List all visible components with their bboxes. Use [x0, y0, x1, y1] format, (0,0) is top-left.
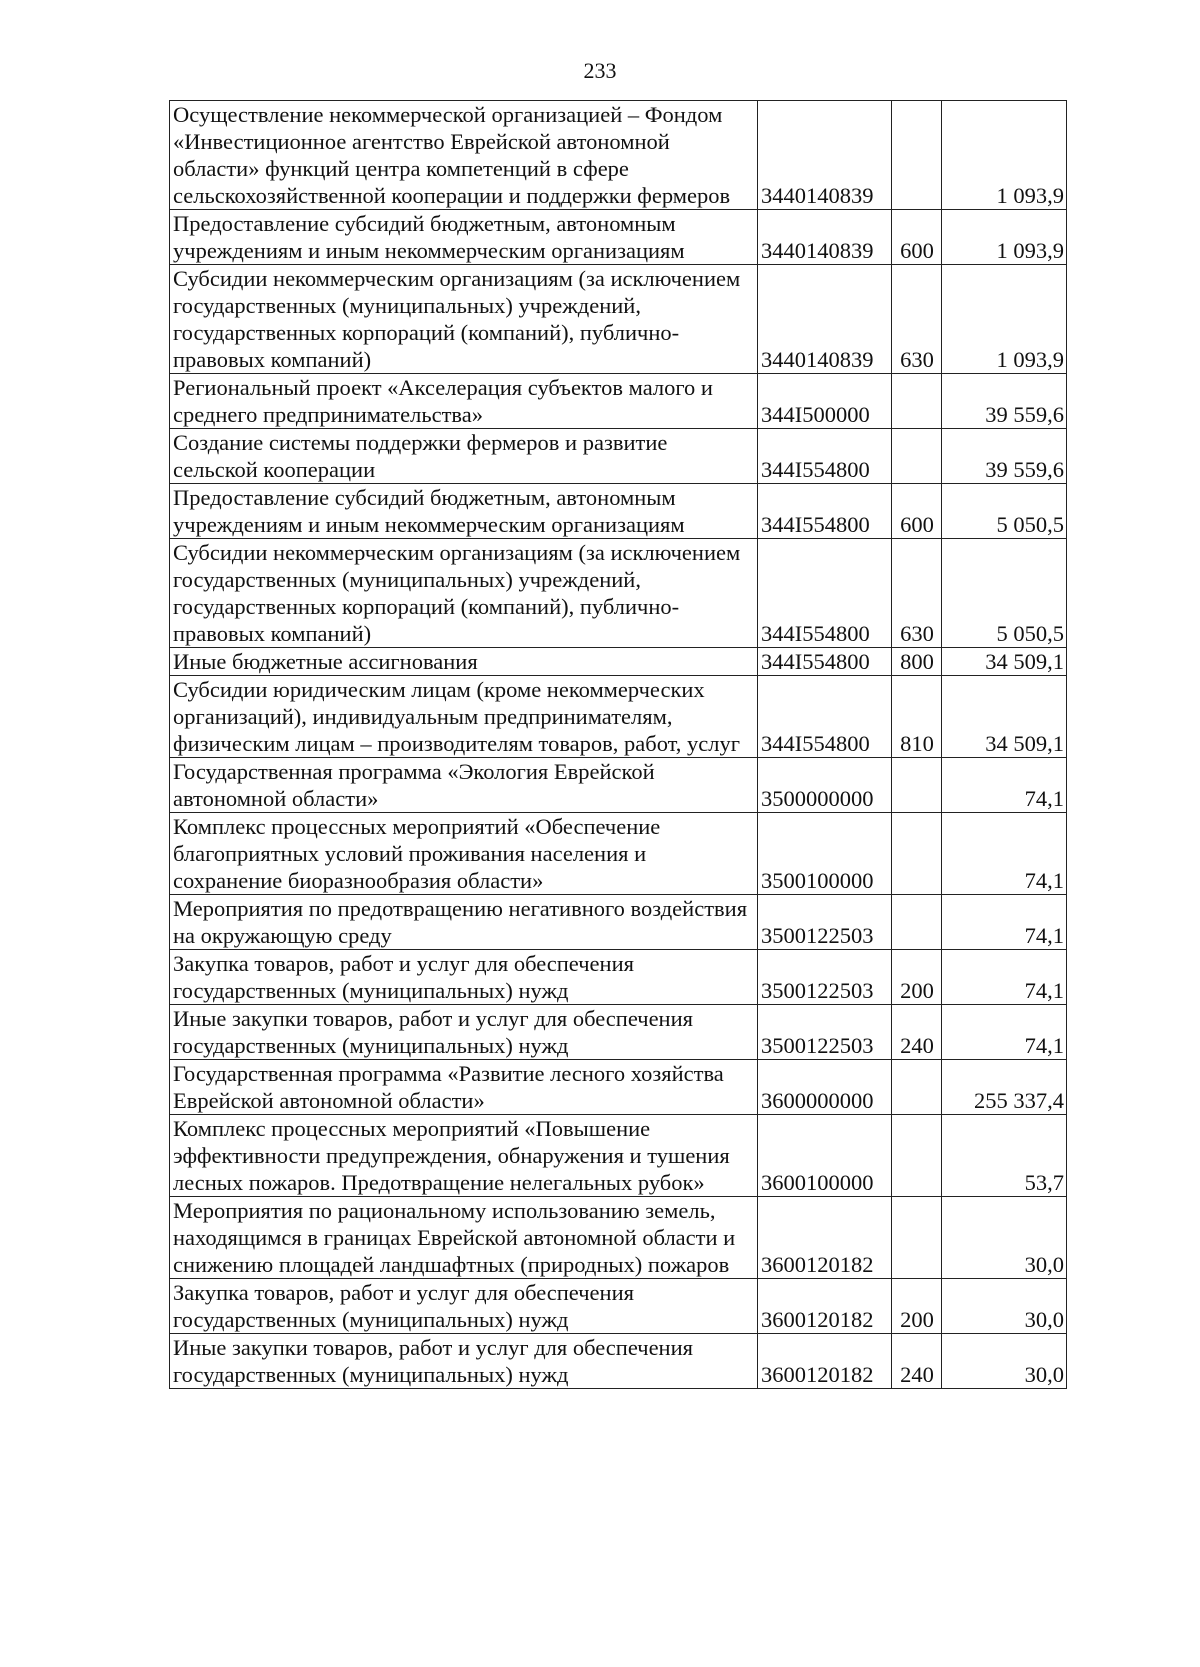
budget-table	[169, 100, 1067, 1389]
table-row	[170, 895, 1067, 950]
table-row	[170, 813, 1067, 895]
table-row	[170, 484, 1067, 539]
row-expense-type: 630	[892, 265, 942, 374]
table-row	[170, 539, 1067, 648]
row-code: 344I500000	[758, 374, 892, 429]
row-sum: 30,0	[942, 1334, 1067, 1389]
row-name: Закупка товаров, работ и услуг для обеспечения государственных (муниципальных) нужд	[170, 950, 758, 1005]
row-code: 344I554800	[758, 648, 892, 676]
row-expense-type: 800	[892, 648, 942, 676]
table-row	[170, 1060, 1067, 1115]
row-code: 3600100000	[758, 1115, 892, 1197]
row-sum: 255 337,4	[942, 1060, 1067, 1115]
row-expense-type	[892, 1197, 942, 1279]
row-code: 3600000000	[758, 1060, 892, 1115]
row-expense-type	[892, 101, 942, 210]
table-row	[170, 1334, 1067, 1389]
row-name: Предоставление субсидий бюджетным, автономным учреждениям и иным некоммерческим организациям	[170, 210, 758, 265]
table-row	[170, 758, 1067, 813]
table-row	[170, 1005, 1067, 1060]
row-code: 344I554800	[758, 484, 892, 539]
row-sum: 34 509,1	[942, 648, 1067, 676]
budget-table-body	[170, 101, 1067, 1389]
row-name: Комплекс процессных мероприятий «Повышение эффективности предупреждения, обнаружения и тушения лесных пожаров. Предотвращение нелегальных рубок»	[170, 1115, 758, 1197]
table-row	[170, 1197, 1067, 1279]
row-code: 3500000000	[758, 758, 892, 813]
table-row	[170, 676, 1067, 758]
row-name: Государственная программа «Экология Еврейской автономной области»	[170, 758, 758, 813]
table-row	[170, 950, 1067, 1005]
row-code: 3600120182	[758, 1279, 892, 1334]
row-sum: 39 559,6	[942, 374, 1067, 429]
row-sum: 74,1	[942, 895, 1067, 950]
row-name: Иные закупки товаров, работ и услуг для обеспечения государственных (муниципальных) нужд	[170, 1005, 758, 1060]
row-sum: 74,1	[942, 813, 1067, 895]
row-code: 344I554800	[758, 676, 892, 758]
row-sum: 74,1	[942, 1005, 1067, 1060]
row-expense-type	[892, 758, 942, 813]
row-code: 344I554800	[758, 539, 892, 648]
row-code: 3440140839	[758, 210, 892, 265]
row-sum: 39 559,6	[942, 429, 1067, 484]
row-expense-type	[892, 429, 942, 484]
row-sum: 1 093,9	[942, 210, 1067, 265]
row-code: 3600120182	[758, 1334, 892, 1389]
row-sum: 30,0	[942, 1279, 1067, 1334]
row-code: 344I554800	[758, 429, 892, 484]
row-expense-type	[892, 1060, 942, 1115]
row-code: 3440140839	[758, 265, 892, 374]
row-name: Мероприятия по рациональному использованию земель, находящимся в границах Еврейской автономной области и снижению площадей ландшафтных (природных) пожаров	[170, 1197, 758, 1279]
row-expense-type: 200	[892, 1279, 942, 1334]
row-expense-type	[892, 374, 942, 429]
table-row	[170, 429, 1067, 484]
row-code: 3600120182	[758, 1197, 892, 1279]
table-row	[170, 1279, 1067, 1334]
row-sum: 5 050,5	[942, 539, 1067, 648]
row-name: Иные бюджетные ассигнования	[170, 648, 758, 676]
row-sum: 1 093,9	[942, 101, 1067, 210]
row-expense-type: 810	[892, 676, 942, 758]
row-name: Закупка товаров, работ и услуг для обеспечения государственных (муниципальных) нужд	[170, 1279, 758, 1334]
row-expense-type: 600	[892, 484, 942, 539]
table-row	[170, 648, 1067, 676]
row-code: 3500122503	[758, 1005, 892, 1060]
table-row	[170, 210, 1067, 265]
table-row	[170, 374, 1067, 429]
row-name: Региональный проект «Акселерация субъектов малого и среднего предпринимательства»	[170, 374, 758, 429]
row-expense-type	[892, 813, 942, 895]
row-name: Субсидии некоммерческим организациям (за исключением государственных (муниципальных) учреждений, государственных корпораций (компаний), публично-правовых компаний)	[170, 539, 758, 648]
row-sum: 53,7	[942, 1115, 1067, 1197]
page-number: 233	[583, 58, 617, 83]
row-name: Субсидии некоммерческим организациям (за исключением государственных (муниципальных) учреждений, государственных корпораций (компаний), публично-правовых компаний)	[170, 265, 758, 374]
table-row	[170, 1115, 1067, 1197]
row-name: Осуществление некоммерческой организацией – Фондом «Инвестиционное агентство Еврейской автономной области» функций центра компетенций в сфере сельскохозяйственной кооперации и поддержки фермеров	[170, 101, 758, 210]
row-name: Государственная программа «Развитие лесного хозяйства Еврейской автономной области»	[170, 1060, 758, 1115]
row-name: Мероприятия по предотвращению негативного воздействия на окружающую среду	[170, 895, 758, 950]
row-code: 3500100000	[758, 813, 892, 895]
row-sum: 1 093,9	[942, 265, 1067, 374]
row-name: Предоставление субсидий бюджетным, автономным учреждениям и иным некоммерческим организациям	[170, 484, 758, 539]
row-sum: 30,0	[942, 1197, 1067, 1279]
row-sum: 34 509,1	[942, 676, 1067, 758]
row-sum: 5 050,5	[942, 484, 1067, 539]
row-name: Иные закупки товаров, работ и услуг для обеспечения государственных (муниципальных) нужд	[170, 1334, 758, 1389]
row-code: 3440140839	[758, 101, 892, 210]
row-name: Создание системы поддержки фермеров и развитие сельской кооперации	[170, 429, 758, 484]
table-row	[170, 265, 1067, 374]
row-code: 3500122503	[758, 950, 892, 1005]
row-expense-type: 200	[892, 950, 942, 1005]
row-code: 3500122503	[758, 895, 892, 950]
row-name: Комплекс процессных мероприятий «Обеспечение благоприятных условий проживания населения и сохранение биоразнообразия области»	[170, 813, 758, 895]
row-expense-type	[892, 895, 942, 950]
row-expense-type: 630	[892, 539, 942, 648]
row-expense-type: 600	[892, 210, 942, 265]
row-expense-type: 240	[892, 1334, 942, 1389]
row-sum: 74,1	[942, 950, 1067, 1005]
row-expense-type: 240	[892, 1005, 942, 1060]
row-sum: 74,1	[942, 758, 1067, 813]
row-expense-type	[892, 1115, 942, 1197]
row-name: Субсидии юридическим лицам (кроме некоммерческих организаций), индивидуальным предпринимателям, физическим лицам – производителям товаров, работ, услуг	[170, 676, 758, 758]
table-row	[170, 101, 1067, 210]
